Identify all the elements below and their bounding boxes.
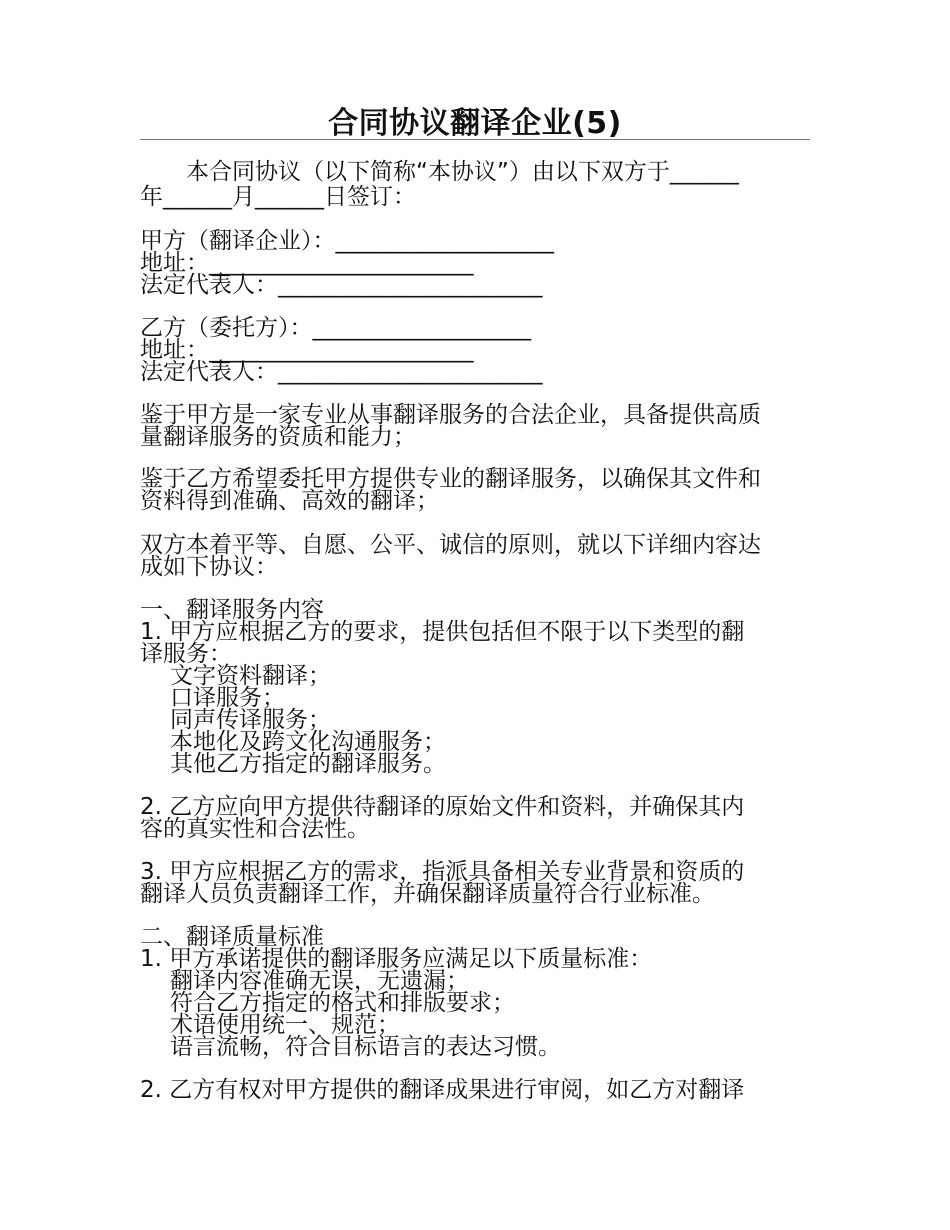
section-1-heading: 一、翻译服务内容: [140, 597, 324, 623]
party-a-representative: 法定代表人：_______________________: [140, 272, 543, 298]
standard-item: 语言流畅，符合目标语言的表达习惯。: [170, 1034, 561, 1060]
section-2-item-1-line-1: 1. 甲方承诺提供的翻译服务应满足以下质量标准：: [140, 946, 653, 972]
section-2-heading: 二、翻译质量标准: [140, 924, 324, 950]
service-item: 文字资料翻译；: [170, 663, 331, 689]
section-2-item-2-line-1: 2. 乙方有权对甲方提供的翻译成果进行审阅，如乙方对翻译: [140, 1077, 745, 1103]
intro-line-2: 年______月______日签订：: [140, 184, 416, 210]
service-item: 口译服务；: [170, 685, 285, 711]
section-1-item-2-line-2: 容的真实性和合法性。: [140, 816, 370, 842]
section-1-item-2-line-1: 2. 乙方应向甲方提供待翻译的原始文件和资料，并确保其内: [140, 794, 745, 820]
section-1-item-1-line-2: 译服务：: [140, 641, 232, 667]
service-item: 本地化及跨文化沟通服务；: [170, 729, 446, 755]
section-1-item-1-line-1: 1. 甲方应根据乙方的要求，提供包括但不限于以下类型的翻: [140, 619, 745, 645]
standard-item: 符合乙方指定的格式和排版要求；: [170, 990, 515, 1016]
service-item: 其他乙方指定的翻译服务。: [170, 751, 446, 777]
party-b-representative: 法定代表人：_______________________: [140, 359, 543, 385]
title-underline: [140, 139, 810, 140]
section-1-item-3-line-2: 翻译人员负责翻译工作，并确保翻译质量符合行业标准。: [140, 881, 715, 907]
party-a-address: 地址：_______________________: [140, 250, 474, 276]
intro-line-1: 本合同协议（以下简称“本协议”）由以下双方于______: [186, 159, 739, 185]
recital-3-line-2: 成如下协议：: [140, 554, 278, 580]
standard-item: 术语使用统一、规范；: [170, 1012, 400, 1038]
document-title: 合同协议翻译企业(5): [328, 106, 622, 141]
party-b-name: 乙方（委托方）：___________________: [140, 315, 531, 341]
party-b-address: 地址：_______________________: [140, 337, 474, 363]
standard-item: 翻译内容准确无误，无遗漏；: [170, 968, 469, 994]
service-item: 同声传译服务；: [170, 707, 331, 733]
recital-2-line-1: 鉴于乙方希望委托甲方提供专业的翻译服务，以确保其文件和: [140, 466, 761, 492]
section-1-item-3-line-1: 3. 甲方应根据乙方的需求，指派具备相关专业背景和资质的: [140, 859, 745, 885]
recital-2-line-2: 资料得到准确、高效的翻译；: [140, 488, 439, 514]
party-a-name: 甲方（翻译企业）：___________________: [140, 228, 554, 254]
recital-3-line-1: 双方本着平等、自愿、公平、诚信的原则，就以下详细内容达: [140, 532, 761, 558]
recital-1-line-2: 量翻译服务的资质和能力；: [140, 424, 416, 450]
recital-1-line-1: 鉴于甲方是一家专业从事翻译服务的合法企业，具备提供高质: [140, 402, 761, 428]
